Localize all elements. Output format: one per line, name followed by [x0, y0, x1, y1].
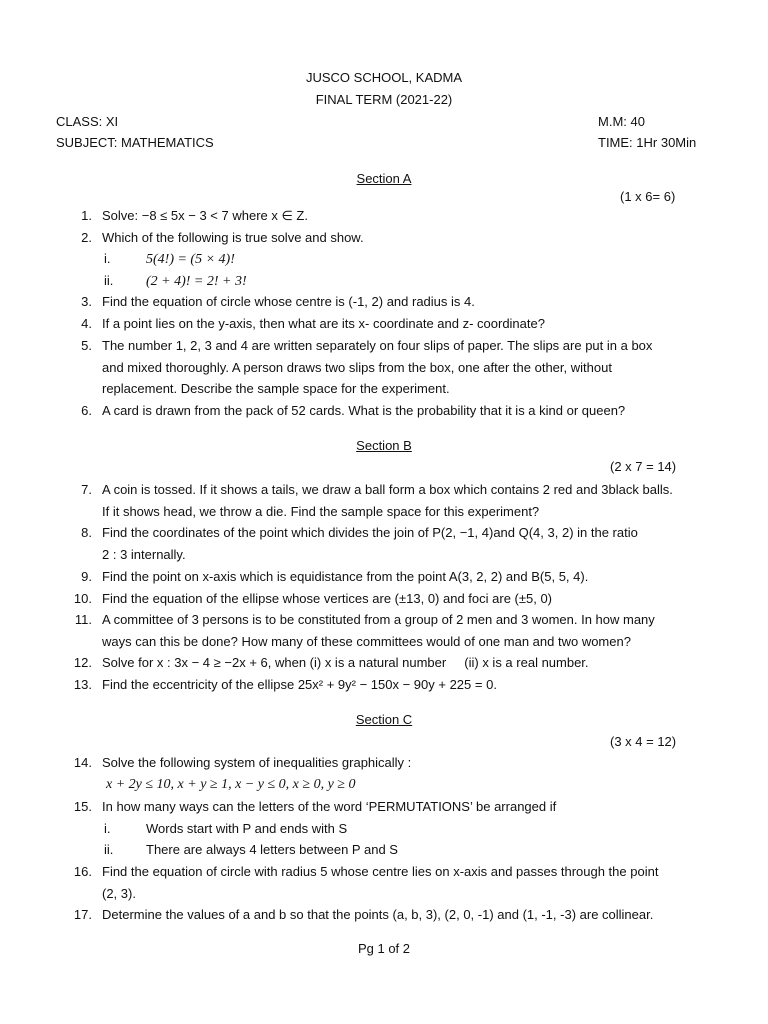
- question-8: [56, 522, 716, 565]
- question-number: 7.: [81, 482, 92, 497]
- question-number: 6.: [81, 403, 92, 418]
- question-2-option-ii: [104, 270, 247, 293]
- question-number: 8.: [81, 525, 92, 540]
- question-number: 9.: [81, 569, 92, 584]
- question-number: 2.: [81, 230, 92, 245]
- question-6: [56, 400, 716, 422]
- option-text: 5(4!) = (5 × 4)!: [146, 252, 235, 267]
- section-c-title: Section C: [355, 712, 413, 727]
- section-a-marks: (1 x 6= 6): [620, 189, 676, 204]
- question-line: Solve the following system of inequalities graphically :: [102, 755, 412, 770]
- question-12: [56, 652, 716, 674]
- question-3: [56, 291, 716, 313]
- time-label: TIME: 1Hr 30Min: [598, 135, 697, 150]
- section-b-marks: (2 x 7 = 14): [610, 459, 677, 474]
- school-name: JUSCO SCHOOL, KADMA: [305, 70, 463, 85]
- question-number: 13.: [73, 677, 92, 692]
- question-number: 15.: [73, 799, 92, 814]
- question-line: and mixed thoroughly. A person draws two slips from the box, one after the other, without: [102, 359, 612, 375]
- question-line: Find the equation of circle with radius 5 whose centre lies on x-axis and passes through the point: [102, 864, 659, 879]
- question-line: (2, 3).: [102, 885, 136, 901]
- question-15-option-i: [104, 818, 347, 840]
- question-number: 12.: [73, 655, 92, 670]
- question-number: 14.: [73, 755, 92, 770]
- question-line: The number 1, 2, 3 and 4 are written separately on four slips of paper. The slips are put in a box: [102, 338, 653, 353]
- question-number: 4.: [81, 316, 92, 331]
- question-15-option-ii: [104, 839, 398, 861]
- question-line: Find the coordinates of the point which divides the join of P(2, −1, 4)and Q(4, 3, 2) in the ratio: [102, 525, 638, 540]
- question-16: [56, 861, 716, 904]
- option-number: ii.: [104, 273, 114, 288]
- question-7: [56, 479, 716, 522]
- question-text: A card is drawn from the pack of 52 cards. What is the probability that it is a kind or queen?: [102, 403, 626, 418]
- question-11: [56, 609, 716, 652]
- question-text: Determine the values of a and b so that the points (a, b, 3), (2, 0, -1) and (1, -1, -3) are collinear.: [102, 907, 654, 922]
- question-2: [56, 227, 716, 249]
- question-line: A coin is tossed. If it shows a tails, we draw a ball form a box which contains 2 red and 3black balls.: [102, 482, 673, 497]
- question-line: replacement. Describe the sample space for the experiment.: [102, 381, 450, 397]
- question-number: 11.: [74, 612, 92, 627]
- option-number: i.: [104, 251, 111, 266]
- option-number: ii.: [104, 842, 114, 857]
- option-text: Words start with P and ends with S: [146, 821, 348, 836]
- question-9: [56, 566, 716, 588]
- question-10: [56, 588, 716, 610]
- option-number: i.: [104, 821, 111, 836]
- question-number: 5.: [81, 338, 92, 353]
- question-text: Solve for x : 3x − 4 ≥ −2x + 6, when (i) x is a natural number (ii) x is a real number.: [102, 655, 589, 670]
- page-number: Pg 1 of 2: [357, 941, 411, 956]
- question-text: Which of the following is true solve and show.: [102, 230, 364, 245]
- question-text: Find the equation of circle whose centre is (-1, 2) and radius is 4.: [102, 294, 475, 309]
- question-number: 16.: [73, 864, 92, 879]
- option-text: (2 + 4)! = 2! + 3!: [146, 274, 247, 289]
- question-text: Find the equation of the ellipse whose vertices are (±13, 0) and foci are (±5, 0): [102, 591, 553, 606]
- question-number: 1.: [81, 208, 92, 223]
- question-1: [56, 205, 716, 227]
- question-15: [56, 796, 716, 818]
- exam-term: FINAL TERM (2021-22): [315, 92, 453, 107]
- question-text: Find the eccentricity of the ellipse 25x² + 9y² − 150x − 90y + 225 = 0.: [102, 677, 497, 692]
- section-b-title: Section B: [356, 438, 412, 453]
- question-line: 2 : 3 internally.: [102, 546, 186, 562]
- question-4: [56, 313, 716, 335]
- question-text: If a point lies on the y-axis, then what are its x- coordinate and z- coordinate?: [102, 316, 545, 331]
- question-number: 17.: [73, 907, 92, 922]
- option-text: There are always 4 letters between P and S: [146, 842, 398, 857]
- question-2-option-i: [104, 248, 235, 271]
- question-line: ways can this be done? How many of these committees would of one man and two women?: [102, 633, 631, 649]
- max-marks: M.M: 40: [598, 114, 645, 129]
- subject-label: SUBJECT: MATHEMATICS: [56, 135, 214, 150]
- question-text: Solve: −8 ≤ 5x − 3 < 7 where x ∈ Z.: [102, 208, 308, 223]
- question-text: In how many ways can the letters of the word ‘PERMUTATIONS’ be arranged if: [102, 799, 557, 814]
- question-17: [56, 904, 716, 926]
- question-13: [56, 674, 716, 696]
- question-line: If it shows head, we throw a die. Find the sample space for this experiment?: [102, 503, 540, 519]
- class-label: CLASS: XI: [56, 114, 119, 129]
- section-c-marks: (3 x 4 = 12): [610, 734, 677, 749]
- question-5: [56, 335, 716, 400]
- question-number: 3.: [81, 294, 92, 309]
- question-line: A committee of 3 persons is to be constituted from a group of 2 men and 3 women. In how many: [102, 612, 655, 627]
- section-a-title: Section A: [356, 171, 412, 186]
- inequality-system: x + 2y ≤ 10, x + y ≥ 1, x − y ≤ 0, x ≥ 0, y ≥ 0: [106, 776, 356, 792]
- question-text: Find the point on x-axis which is equidistance from the point A(3, 2, 2) and B(5, 5, 4).: [102, 569, 589, 584]
- question-number: 10.: [73, 591, 92, 606]
- question-14: [56, 752, 716, 795]
